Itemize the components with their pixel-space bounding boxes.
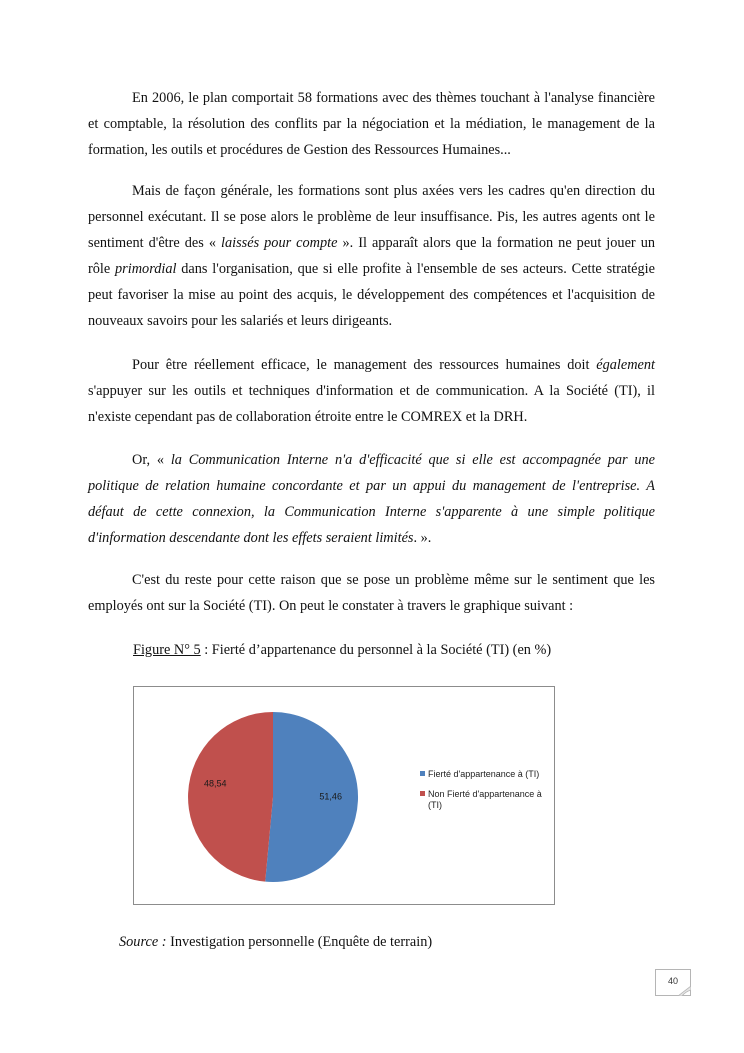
data-label-fierte: 51,46 <box>319 791 342 802</box>
figure-label: Figure N° 5 <box>133 642 201 658</box>
legend-label-non-fierte: Non Fierté d'appartenance à (TI) <box>428 789 542 810</box>
legend-item-non-fierte <box>420 789 555 811</box>
emphasis-primordial: primordial <box>115 261 177 277</box>
figure-title: : Fierté d’appartenance du personnel à la Société (TI) (en %) <box>200 642 552 658</box>
source-note <box>119 932 432 952</box>
quote-internal-communication: la Communication Interne n'a d'efficacité que si elle est accompagnée par une politique de relation humaine concordante et par un appui du management de l'entreprise. A défaut de cette connexion, la Communication Interne s'apparente à une simple politique d'information descendante dont les effets seraient limités <box>88 452 656 546</box>
legend-item-fierte <box>420 769 555 780</box>
legend-label-fierte: Fierté d'appartenance à (TI) <box>428 769 540 779</box>
paragraph-training-plan-2006: En 2006, le plan comportait 58 formations avec des thèmes touchant à l'analyse financière et comptable, la résolution des conflits par la négociation et la médiation, le management de la formation, les outils et procédures de Gestion des Ressources Humaines... <box>88 90 655 158</box>
paragraph-hr-management: Pour être réellement efficace, le management des ressources humaines doit également s'appuyer sur les outils et techniques d'information et de communication. A la Société (TI), il n'existe cependant pas de collaboration étroite entre le COMREX et la DRH. <box>88 357 655 425</box>
pie-chart-container <box>133 686 555 905</box>
pie-slice-fierte <box>265 712 358 882</box>
paragraph-training-focus: Mais de façon générale, les formations sont plus axées vers les cadres qu'en direction du personnel exécutant. Il se pose alors le problème de leur insuffisance. Pis, les autres agents ont le sentiment d'être des « laissés pour compte ». Il apparaît alors que la formation ne peut jouer un rôle primordial dans l'organisation, que si elle profite à l'ensemble de ses acteurs. Cette stratégie peut favoriser la mise au point des acquis, le développement des compétences et l'acquisition de nouveaux savoirs pour les salariés et leurs dirigeants. <box>88 183 655 329</box>
page-number: 40 <box>655 969 691 996</box>
figure-caption <box>133 640 551 660</box>
source-label: Source : <box>119 934 167 950</box>
legend-swatch-non-fierte <box>420 791 425 796</box>
data-label-non-fierte: 48,54 <box>204 778 227 789</box>
emphasis-laisses-pour-compte: laissés pour compte <box>221 235 338 251</box>
pie-slice-non-fierte <box>188 712 273 882</box>
paragraph-employee-sentiment: C'est du reste pour cette raison que se pose un problème même sur le sentiment que les employés ont sur la Société (TI). On peut le constater à travers le graphique suivant : <box>88 572 655 614</box>
source-text: Investigation personnelle (Enquête de terrain) <box>166 934 433 950</box>
legend-swatch-fierte <box>420 771 425 776</box>
paragraph-internal-communication-quote: Or, « la Communication Interne n'a d'efficacité que si elle est accompagnée par une politique de relation humaine concordante et par un appui du management de l'entreprise. A défaut de cette connexion, la Communication Interne s'apparente à une simple politique d'information descendante dont les effets seraient limités. ». <box>88 452 656 546</box>
chart-legend <box>420 769 555 820</box>
emphasis-egalement: également <box>596 357 655 373</box>
page-curl-icon <box>678 986 691 996</box>
